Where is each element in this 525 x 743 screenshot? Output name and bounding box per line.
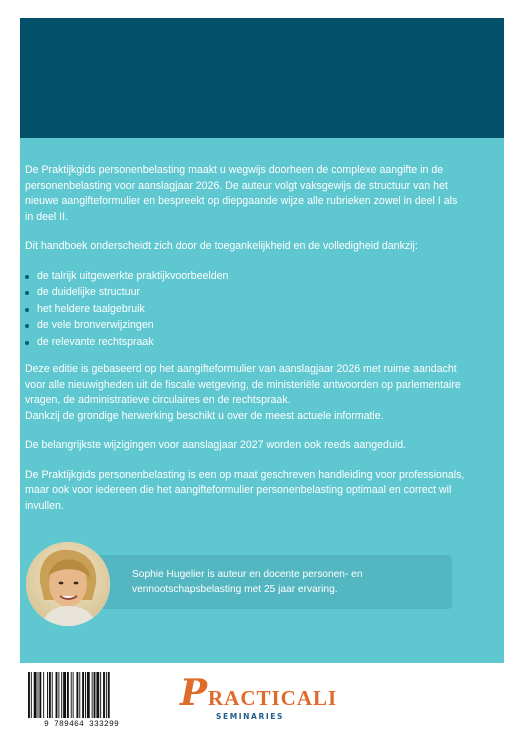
barcode-bar [63,672,66,718]
feature-item: de vele bronverwijzingen [25,318,465,334]
barcode-bar [92,672,93,718]
barcode-bar [47,672,48,718]
author-photo [26,542,110,626]
blurb-content [25,163,465,528]
barcode-bar [76,672,78,718]
author-bio: Sophie Hugelier is auteur en docente personen- en vennootschapsbelasting met 25 jaar ervaring. [132,569,363,595]
barcode-bar [49,672,51,718]
isbn-number: 9 789464 333299 [43,720,119,729]
barcode-bar [87,672,90,718]
barcode-bar [38,672,39,718]
barcode-bar [106,672,107,718]
barcode-bar [39,672,41,718]
barcode-bar [56,672,58,718]
blurb-paragraph-4: De belangrijkste wijzigingen voor aanslagjaar 2027 worden ook reeds aangeduid. [25,439,407,451]
blurb-paragraph-5: De Praktijkgids personenbelasting is een op maat geschreven handleiding voor professionals, maar ook voor iedereen die het aangifteformulier personenbelasting optimaal en correct wil invullen. [25,468,465,512]
logo-initial: P [180,672,208,714]
feature-item: de relevante rechtspraak [25,335,465,351]
barcode [24,672,139,732]
feature-item: het heldere taalgebruik [25,302,465,318]
barcode-bar [52,672,53,718]
barcode-bar [73,672,74,718]
bullet-icon [25,341,29,345]
blurb-paragraph-1: De Praktijkgids personenbelasting maakt u wegwijs doorheen de complexe aangifte in de personenbelasting voor aanslagjaar 2026. De auteur volgt vaksgewijs de structuur van het nieuwe aangifteformulier en bespreekt op diepgaande wijze alle rubrieken zowel in deel I als in deel II. [25,164,458,223]
publisher-logo [178,672,338,730]
blurb-paragraph-3: Deze editie is gebaseerd op het aangifteformulier van aanslagjaar 2026 met ruime aandacht voor alle nieuwigheden uit de fiscale wetgeving, de ministeriële antwoorden op parlementaire vragen, de administratieve circulaires en de rechtspraak. Dankzij de grondige herwerking beschikt u over de meest actuele informatie. [25,363,461,422]
barcode-bar [103,672,105,718]
feature-item: de talrijk uitgewerkte praktijkvoorbeelden [25,269,465,285]
barcode-bars [24,672,139,718]
barcode-bar [31,672,32,718]
barcode-bar [79,672,80,718]
barcode-bar [28,672,30,718]
barcode-bar [43,672,44,718]
bullet-icon [25,291,29,295]
bullet-icon [25,275,29,279]
author-bio-box [80,555,452,609]
barcode-bar [82,672,84,718]
bullet-icon [25,308,29,312]
barcode-bar [61,672,62,718]
bullet-icon [25,324,29,328]
barcode-bar [58,672,59,718]
barcode-bar [108,672,110,718]
feature-item: de duidelijke structuur [25,285,465,301]
barcode-bar [71,672,72,718]
top-band [20,18,504,138]
blurb-paragraph-2: Dit handboek onderscheidt zich door de toegankelijkheid en de volledigheid dankzij: [25,240,418,252]
barcode-bar [100,672,101,718]
feature-list [25,269,465,351]
logo-word: RACTICALI [208,686,338,710]
barcode-bar [94,672,96,718]
barcode-bar [34,672,37,718]
barcode-bar [85,672,86,718]
barcode-bar [67,672,69,718]
barcode-bar [96,672,99,718]
logo-subtitle: SEMINARIES [216,712,284,721]
